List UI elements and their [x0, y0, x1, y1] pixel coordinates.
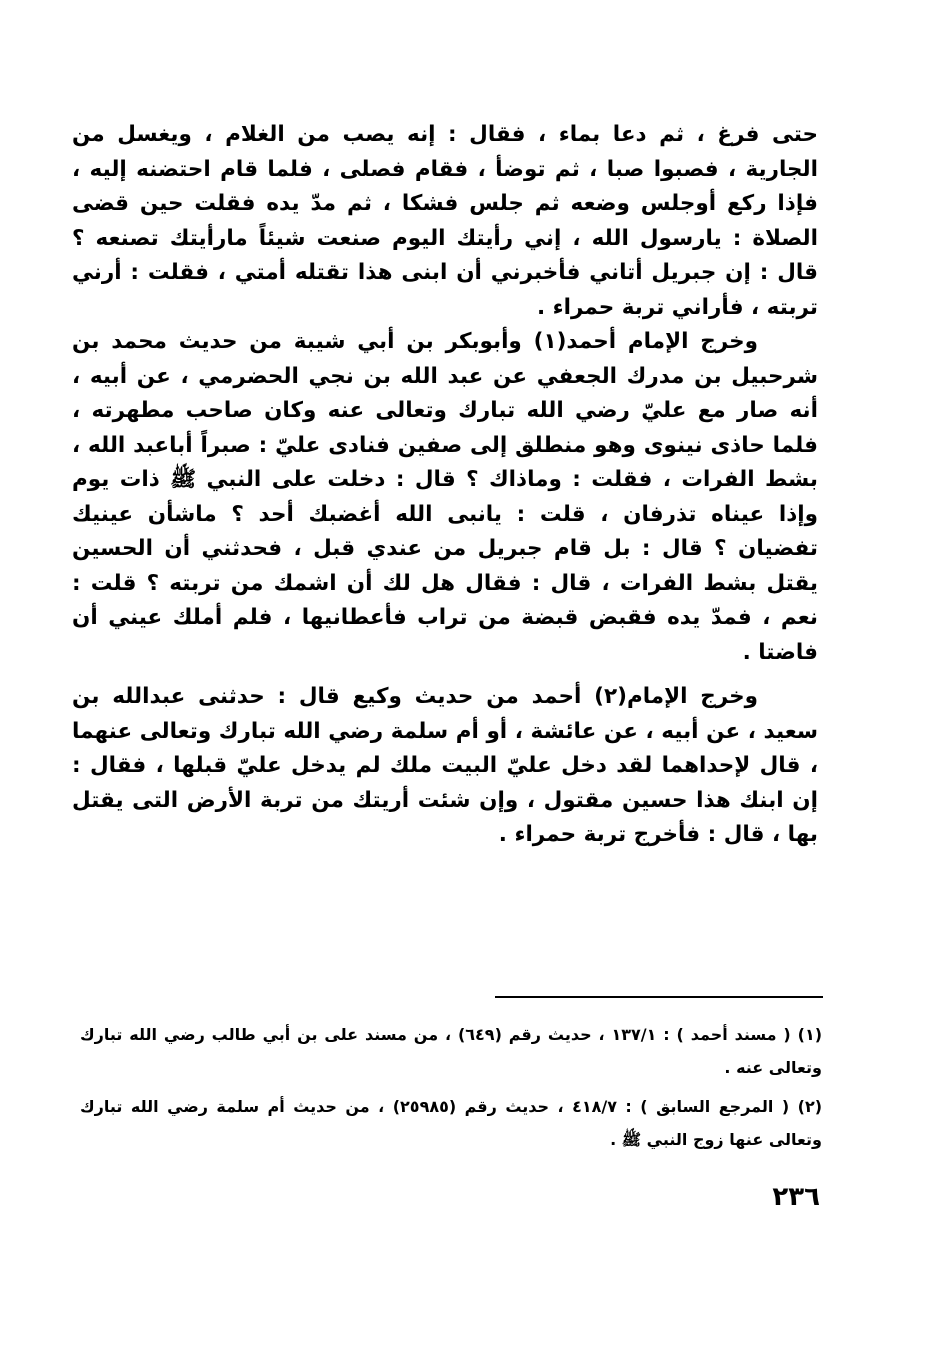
- main-text: [72, 118, 818, 853]
- footnote-1: (١) ( مسند أحمد ) : ١٣٧/١ ، حديث رقم (٦٤٩) ، من مسند على بن أبي طالب رضي الله تبارك وتعالى عنه .: [80, 1025, 823, 1077]
- paragraph-1: حتى فرغ ، ثم دعا بماء ، فقال : إنه يصب من الغلام ، ويغسل من الجارية ، فصبوا صبا ، ثم توضأ ، فقام فصلى ، فلما قام احتضنه إليه ، فإذا ركع أوجلس وضعه ثم جلس فشكا ، ثم مدّ يده فقلت حين قضى الصلاة : يارسول الله ، إني رأيتك اليوم صنعت شيئاً مارأيتك تصنعه ؟ قال : إن جبريل أتاني فأخبرني أن ابنى هذا تقتله أمتي ، فقلت : أرني تربته ، فأراني تربة حمراء .: [72, 122, 818, 320]
- page-number: ٢٣٦: [772, 1182, 820, 1212]
- paragraph-2: وخرج الإمام أحمد(١) وأبوبكر بن أبي شيبة من حديث محمد بن شرحبيل بن مدرك الجعفي عن عبد الله بن نجي الحضرمي ، عن أبيه ، أنه صار مع عليّ رضي الله تبارك وتعالى عنه وكان صاحب مطهرته ، فلما حاذى نينوى وهو منطلق إلى صفين فنادى عليّ : صبراً أباعبد الله ، بشط الفرات ، فقلت : وماذاك ؟ قال : دخلت على النبي ﷺ ذات يوم وإذا عيناه تذرفان ، قلت : يانبى الله أغضبك أحد ؟ ماشأن عينيك تفضيان ؟ قال : بل قام جبريل من عندي قبل ، فحدثني أن الحسين يقتل بشط الفرات ، قال : فقال هل لك أن اشمك من تربته ؟ قلت : نعم ، فمدّ يده فقبض قبضة من تراب فأعطانيها ، فلم أملك عيني أن فاضتا .: [72, 329, 818, 665]
- paragraph-3: وخرج الإمام(٢) أحمد من حديث وكيع قال : حدثنى عبدالله بن سعيد ، عن أبيه ، عن عائشة ، أو أم سلمة رضي الله تبارك وتعالى عنهما ، قال لإحداهما لقد دخل عليّ البيت ملك لم يدخل عليّ قبلها ، فقال : إن ابنك هذا حسين مقتول ، وإن شئت أريتك من تربة الأرض التى يقتل بها ، قال : فأخرج تربة حمراء .: [72, 684, 818, 847]
- footnote-separator: [495, 996, 823, 998]
- footnotes: [80, 1018, 822, 1162]
- footnote-2: (٢) ( المرجع السابق ) : ٤١٨/٧ ، حديث رقم (٢٥٩٨٥) ، من حديث أم سلمة رضي الله تبارك وتعالى عنها زوج النبي ﷺ .: [80, 1097, 823, 1149]
